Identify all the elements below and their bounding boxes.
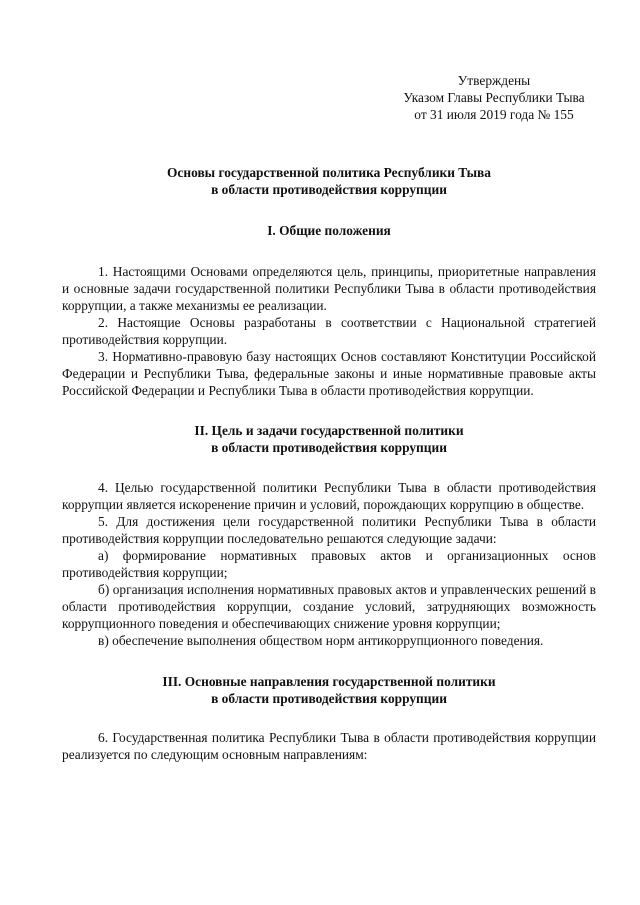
approval-line: Утверждены: [457, 73, 531, 88]
approval-block: [392, 72, 596, 123]
section-title-1: [62, 222, 596, 239]
paragraph: б) организация исполнения нормативных правовых актов и управленческих решений в области противодействия коррупции, создание условий, затрудняющих возможность коррупционного поведения и обеспечивающих снижение уровня коррупции;: [62, 582, 596, 631]
section-title-line: III. Основные направления государственной политики: [162, 674, 496, 689]
section-body-1: [62, 263, 596, 399]
approval-line: Указом Главы Республики Тыва: [403, 90, 585, 105]
section-title-line: II. Цель и задачи государственной политики: [194, 423, 464, 438]
paragraph: в) обеспечение выполнения обществом норм антикоррупционного поведения.: [98, 633, 544, 648]
paragraph: а) формирование нормативных правовых актов и организационных основ противодействия коррупции;: [62, 548, 596, 580]
paragraph: 1. Настоящими Основами определяются цель, принципы, приоритетные направления и основные задачи государственной политики Республики Тыва в области противодействия коррупции, а также механизмы ее реализации.: [62, 264, 596, 313]
section-title-3: [62, 673, 596, 707]
approval-line: от 31 июля 2019 года № 155: [414, 107, 574, 122]
paragraph: 4. Целью государственной политики Республики Тыва в области противодействия коррупции является искоренение причин и условий, порождающих коррупцию в обществе.: [62, 480, 596, 512]
document-title: [62, 164, 596, 198]
section-body-2: [62, 479, 596, 649]
paragraph: 5. Для достижения цели государственной политики Республики Тыва в области противодействия коррупции последовательно решаются следующие задачи:: [62, 514, 596, 546]
paragraph: 2. Настоящие Основы разработаны в соответствии с Национальной стратегией противодействия коррупции.: [62, 315, 596, 347]
document-page: [62, 72, 596, 763]
section-body-3: [62, 729, 596, 763]
document-title-line: в области противодействия коррупции: [211, 182, 447, 197]
section-title-2: [62, 422, 596, 456]
section-title-line: I. Общие положения: [267, 223, 391, 238]
section-title-line: в области противодействия коррупции: [211, 440, 447, 455]
paragraph: 6. Государственная политика Республики Тыва в области противодействия коррупции реализуется по следующим основным направлениям:: [62, 730, 596, 762]
document-title-line: Основы государственной политика Республики Тыва: [167, 165, 491, 180]
section-title-line: в области противодействия коррупции: [211, 691, 447, 706]
paragraph: 3. Нормативно-правовую базу настоящих Основ составляют Конституции Российской Федерации и Республики Тыва, федеральные законы и иные нормативные правовые акты Российской Федерации и Республики Тыва в области противодействия коррупции.: [62, 349, 596, 398]
